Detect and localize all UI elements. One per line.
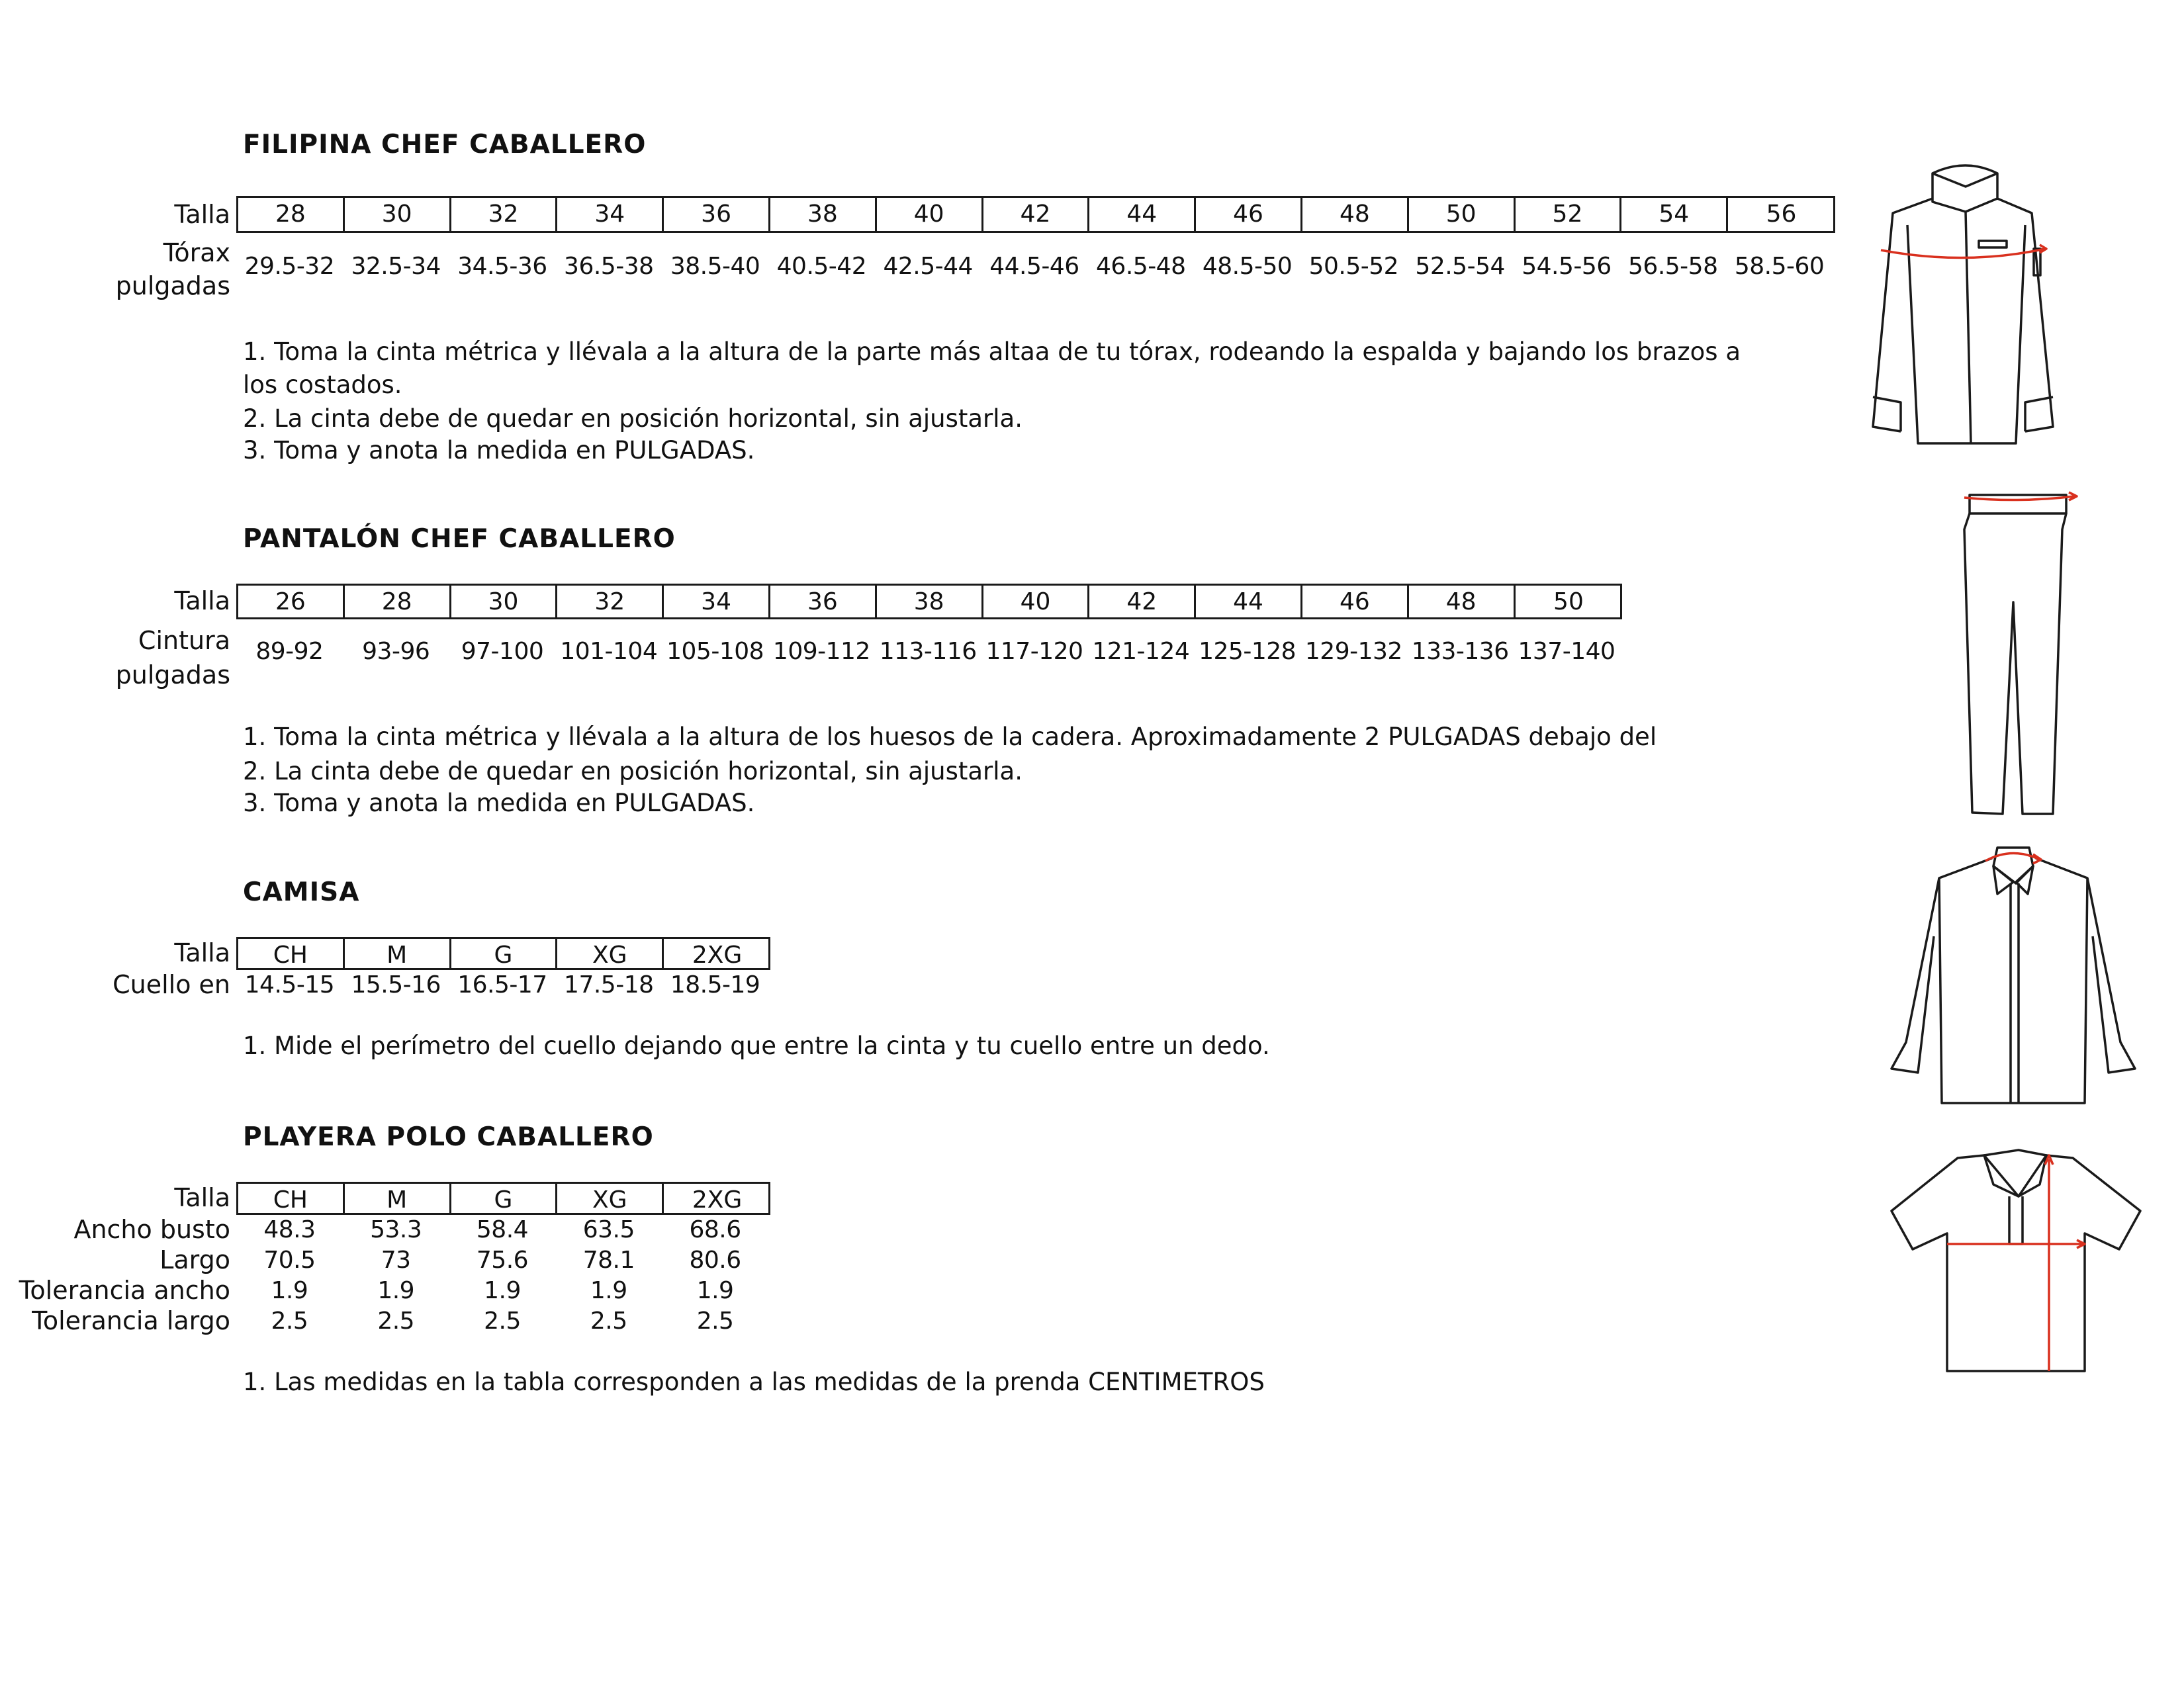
pantalon-values-row bbox=[236, 638, 1619, 665]
filipina-note-2: 2. La cinta debe de quedar en posición horizontal, sin ajustarla. bbox=[243, 404, 1023, 433]
camisa-note-1: 1. Mide el perímetro del cuello dejando que entre la cinta y tu cuello entre un dedo. bbox=[243, 1032, 1270, 1060]
size-cell: 44 bbox=[1089, 198, 1196, 231]
value-cell: 121-124 bbox=[1092, 638, 1190, 665]
value-cell: 125-128 bbox=[1199, 638, 1297, 665]
value-cell: 2.5 bbox=[484, 1308, 521, 1335]
value-cell: 137-140 bbox=[1518, 638, 1615, 665]
value-cell: 52.5-54 bbox=[1415, 253, 1505, 280]
size-cell: 38 bbox=[877, 586, 983, 617]
camisa-measure-label: Cuello en bbox=[113, 970, 230, 999]
value-cell: 113-116 bbox=[879, 638, 977, 665]
value-cell: 56.5-58 bbox=[1628, 253, 1718, 280]
size-cell: 48 bbox=[1302, 198, 1409, 231]
filipina-size-grid bbox=[236, 196, 1835, 233]
pantalon-note-3: 3. Toma y anota la medida en PULGADAS. bbox=[243, 789, 755, 817]
size-cell: 50 bbox=[1553, 588, 1584, 615]
value-cell: 54.5-56 bbox=[1522, 253, 1612, 280]
value-cell: 18.5-19 bbox=[670, 971, 760, 999]
camisa-title: CAMISA bbox=[243, 877, 360, 907]
pantalon-measure-unit: pulgadas bbox=[115, 660, 230, 689]
value-cell: 58.5-60 bbox=[1734, 253, 1825, 280]
polo-shirt-icon bbox=[1886, 1145, 2151, 1383]
size-cell: 34 bbox=[664, 586, 770, 617]
pantalon-title: PANTALÓN CHEF CABALLERO bbox=[243, 524, 676, 554]
value-cell: 93-96 bbox=[362, 638, 430, 665]
value-cell: 1.9 bbox=[484, 1277, 521, 1304]
value-cell: 75.6 bbox=[476, 1247, 529, 1274]
value-cell: 1.9 bbox=[590, 1277, 627, 1304]
size-cell: G bbox=[451, 1184, 558, 1213]
size-cell: 36 bbox=[770, 586, 877, 617]
camisa-values-row bbox=[236, 971, 768, 999]
filipina-measure-unit: pulgadas bbox=[115, 271, 230, 300]
value-cell: 133-136 bbox=[1411, 638, 1509, 665]
value-cell: 50.5-52 bbox=[1308, 253, 1399, 280]
value-cell: 46.5-48 bbox=[1096, 253, 1186, 280]
polo-note-1: 1. Las medidas en la tabla corresponden a las medidas de la prenda CENTIMETROS bbox=[243, 1368, 1265, 1396]
value-cell: 29.5-32 bbox=[244, 253, 335, 280]
filipina-values-row bbox=[236, 253, 1833, 280]
size-cell: M bbox=[345, 939, 451, 968]
size-cell: 48 bbox=[1409, 586, 1516, 617]
filipina-size-label: Talla bbox=[174, 200, 230, 229]
polo-row-label: Tolerancia ancho bbox=[19, 1276, 230, 1305]
value-cell: 15.5-16 bbox=[351, 971, 441, 999]
camisa-size-label: Talla bbox=[174, 938, 230, 967]
value-cell: 70.5 bbox=[263, 1247, 316, 1274]
value-cell: 109-112 bbox=[772, 638, 870, 665]
size-cell: CH bbox=[238, 1184, 345, 1213]
polo-size-grid bbox=[236, 1182, 770, 1215]
filipina-note-1b: los costados. bbox=[243, 371, 402, 399]
chef-pants-icon bbox=[1959, 490, 2085, 821]
value-cell: 44.5-46 bbox=[989, 253, 1079, 280]
polo-values-row bbox=[236, 1247, 768, 1274]
size-cell: 2XG bbox=[692, 942, 743, 969]
value-cell: 48.3 bbox=[263, 1216, 316, 1243]
value-cell: 42.5-44 bbox=[883, 253, 973, 280]
value-cell: 97-100 bbox=[461, 638, 544, 665]
value-cell: 14.5-15 bbox=[244, 971, 335, 999]
size-cell: 42 bbox=[1089, 586, 1196, 617]
size-cell: XG bbox=[557, 1184, 664, 1213]
value-cell: 34.5-36 bbox=[457, 253, 547, 280]
value-cell: 53.3 bbox=[370, 1216, 422, 1243]
value-cell: 36.5-38 bbox=[564, 253, 654, 280]
size-cell: 40 bbox=[877, 198, 983, 231]
size-cell: 32 bbox=[557, 586, 664, 617]
filipina-note-1: 1. Toma la cinta métrica y llévala a la altura de la parte más altaa de tu tórax, rodeando la espalda y bajando los brazos a bbox=[243, 337, 1741, 366]
value-cell: 1.9 bbox=[377, 1277, 415, 1304]
size-cell: 30 bbox=[451, 586, 558, 617]
pantalon-note-1: 1. Toma la cinta métrica y llévala a la altura de los huesos de la cadera. Aproximadamente 2 PULGADAS debajo del bbox=[243, 723, 1657, 751]
size-cell: 38 bbox=[770, 198, 877, 231]
filipina-note-3: 3. Toma y anota la medida en PULGADAS. bbox=[243, 436, 755, 465]
size-cell: 56 bbox=[1766, 200, 1797, 228]
polo-row-label: Tolerancia largo bbox=[32, 1306, 230, 1335]
value-cell: 17.5-18 bbox=[564, 971, 654, 999]
value-cell: 68.6 bbox=[689, 1216, 741, 1243]
polo-row-label: Ancho busto bbox=[73, 1215, 230, 1244]
size-cell: 2XG bbox=[692, 1186, 743, 1214]
value-cell: 16.5-17 bbox=[457, 971, 547, 999]
filipina-title: FILIPINA CHEF CABALLERO bbox=[243, 130, 647, 159]
size-cell: 34 bbox=[557, 198, 664, 231]
value-cell: 32.5-34 bbox=[351, 253, 441, 280]
polo-row-label: Largo bbox=[159, 1245, 230, 1274]
value-cell: 117-120 bbox=[985, 638, 1083, 665]
size-cell: M bbox=[345, 1184, 451, 1213]
size-cell: 28 bbox=[238, 198, 345, 231]
polo-values-row bbox=[236, 1216, 768, 1243]
pantalon-note-2: 2. La cinta debe de quedar en posición horizontal, sin ajustarla. bbox=[243, 757, 1023, 785]
size-cell: G bbox=[451, 939, 558, 968]
polo-values-row bbox=[236, 1308, 768, 1335]
value-cell: 89-92 bbox=[255, 638, 324, 665]
value-cell: 73 bbox=[381, 1247, 411, 1274]
shirt-icon bbox=[1886, 844, 2151, 1108]
value-cell: 2.5 bbox=[377, 1308, 415, 1335]
size-cell: 44 bbox=[1196, 586, 1302, 617]
pantalon-measure-label: Cintura bbox=[138, 626, 230, 655]
size-cell: 52 bbox=[1516, 198, 1622, 231]
size-cell: 26 bbox=[238, 586, 345, 617]
polo-size-label: Talla bbox=[174, 1183, 230, 1212]
value-cell: 48.5-50 bbox=[1202, 253, 1293, 280]
value-cell: 78.1 bbox=[582, 1247, 635, 1274]
size-cell: 40 bbox=[983, 586, 1090, 617]
value-cell: 40.5-42 bbox=[776, 253, 867, 280]
size-cell: 32 bbox=[451, 198, 558, 231]
value-cell: 1.9 bbox=[271, 1277, 308, 1304]
camisa-size-grid bbox=[236, 937, 770, 970]
size-cell: 28 bbox=[345, 586, 451, 617]
filipina-measure-label: Tórax bbox=[163, 238, 230, 267]
value-cell: 129-132 bbox=[1304, 638, 1402, 665]
size-cell: 36 bbox=[664, 198, 770, 231]
value-cell: 38.5-40 bbox=[670, 253, 760, 280]
size-cell: 46 bbox=[1196, 198, 1302, 231]
value-cell: 1.9 bbox=[696, 1277, 734, 1304]
size-cell: 46 bbox=[1302, 586, 1409, 617]
value-cell: 101-104 bbox=[560, 638, 658, 665]
value-cell: 2.5 bbox=[590, 1308, 627, 1335]
value-cell: 58.4 bbox=[476, 1216, 529, 1243]
polo-values-row bbox=[236, 1277, 768, 1304]
chef-jacket-icon bbox=[1866, 159, 2171, 450]
size-cell: 50 bbox=[1409, 198, 1516, 231]
size-cell: 54 bbox=[1621, 198, 1728, 231]
value-cell: 63.5 bbox=[582, 1216, 635, 1243]
pantalon-size-label: Talla bbox=[174, 586, 230, 615]
size-cell: 42 bbox=[983, 198, 1090, 231]
value-cell: 2.5 bbox=[696, 1308, 734, 1335]
size-cell: XG bbox=[557, 939, 664, 968]
size-cell: 30 bbox=[345, 198, 451, 231]
pantalon-size-grid bbox=[236, 584, 1622, 619]
size-cell: CH bbox=[238, 939, 345, 968]
value-cell: 105-108 bbox=[666, 638, 764, 665]
polo-title: PLAYERA POLO CABALLERO bbox=[243, 1122, 654, 1152]
value-cell: 80.6 bbox=[689, 1247, 741, 1274]
value-cell: 2.5 bbox=[271, 1308, 308, 1335]
